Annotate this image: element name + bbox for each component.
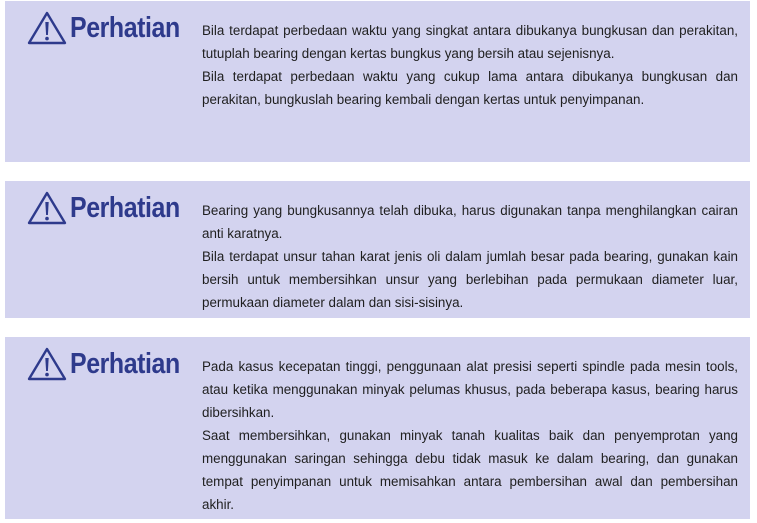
notice-paragraph: Bearing yang bungkusannya telah dibuka, harus digunakan tanpa menghilangkan cairan anti karatnya. [202,203,738,241]
notice-heading [27,11,198,45]
notice-paragraph: Bila terdapat unsur tahan karat jenis oli dalam jumlah besar pada bearing, gunakan kain bersih untuk membersihkan unsur yang berlebihan pada permukaan diameter luar, permukaan diameter dalam dan sisi-sisinya. [202,249,738,310]
notice-paragraph: Bila terdapat perbedaan waktu yang singkat antara dibukanya bungkusan dan perakitan, tutuplah bearing dengan kertas bungkus yang bersih atau sejenisnya. [202,23,738,61]
caution-notice-2 [5,181,750,318]
notice-heading [27,191,198,225]
notice-body [202,355,738,516]
notice-heading [27,347,198,381]
notice-body [202,19,738,111]
warning-icon [27,11,67,45]
notice-paragraph: Saat membersihkan, gunakan minyak tanah kualitas baik dan penyemprotan yang menggunakan saringan sehingga debu tidak masuk ke dalam bearing, dan gunakan tempat penyimpanan untuk memisahkan antara pembersihan awal dan pembersihan akhir. [202,428,738,512]
caution-notice-3 [5,337,750,519]
notice-heading-label: Perhatian [70,347,180,380]
notice-heading-label: Perhatian [70,11,180,44]
warning-icon [27,347,67,381]
notice-paragraph: Pada kasus kecepatan tinggi, penggunaan alat presisi seperti spindle pada mesin tools, atau ketika menggunakan minyak pelumas khusus, pada beberapa kasus, bearing harus dibersihkan. [202,359,738,420]
notice-paragraph: Bila terdapat perbedaan waktu yang cukup lama antara dibukanya bungkusan dan perakitan, bungkuslah bearing kembali dengan kertas untuk penyimpanan. [202,69,738,107]
notice-heading-label: Perhatian [70,191,180,224]
warning-icon [27,191,67,225]
caution-notice-1 [5,1,750,162]
notice-body [202,199,738,314]
